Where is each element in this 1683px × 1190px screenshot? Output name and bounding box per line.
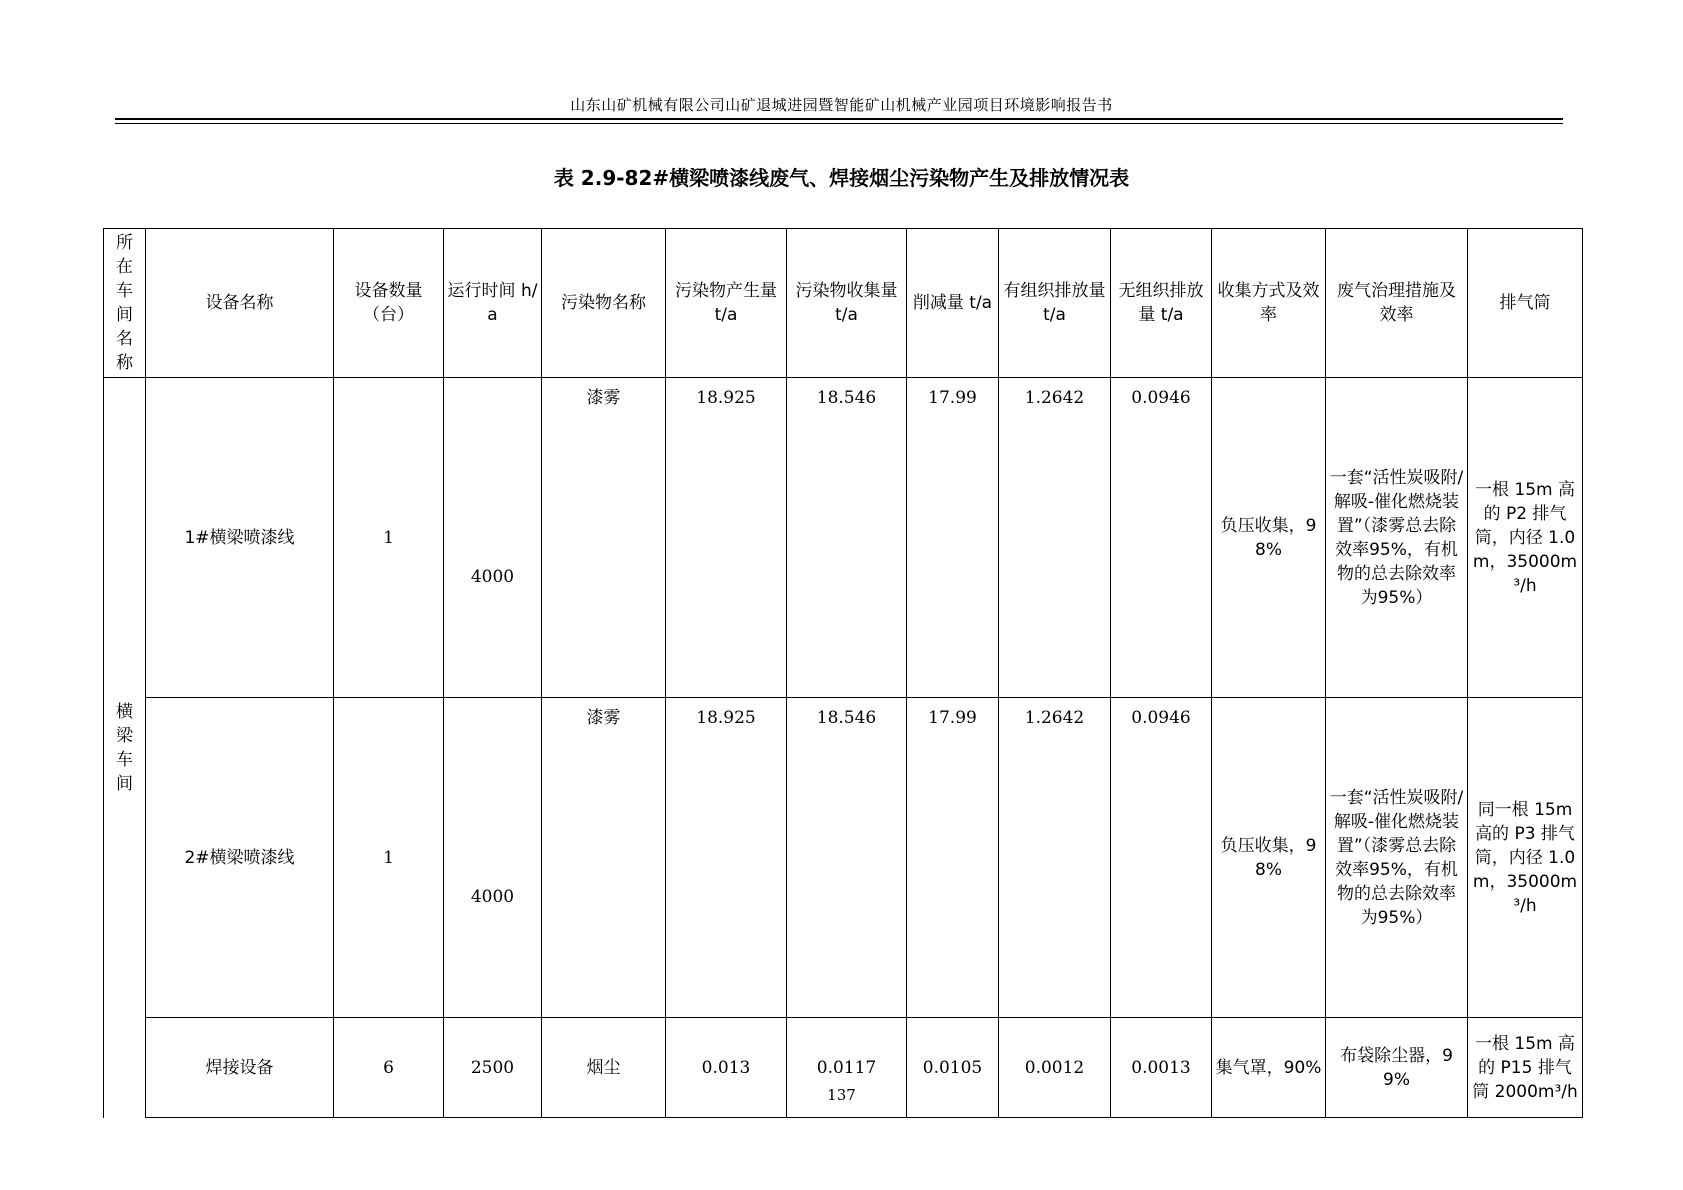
collected-cell: 18.546 [787, 378, 907, 698]
report-header: 山东山矿机械有限公司山矿退城进园暨智能矿山机械产业园项目环境影响报告书 [570, 96, 1113, 114]
col-header-quantity: 设备数量（台） [334, 229, 444, 378]
hours-cell: 4000 [444, 698, 542, 1018]
organized-cell: 0.0012 [999, 1018, 1111, 1118]
col-header-workshop: 所在车间名称 [104, 229, 146, 378]
collected-cell: 18.546 [787, 698, 907, 1018]
header-row [104, 229, 1583, 378]
col-header-hours: 运行时间 h/a [444, 229, 542, 378]
pollutant-cell: 漆雾 [542, 698, 666, 1018]
col-header-pollutant: 污染物名称 [542, 229, 666, 378]
unorganized-cell: 0.0013 [1111, 1018, 1212, 1118]
stack-cell: 一根 15m 高的 P15 排气筒 2000m³/h [1468, 1018, 1583, 1118]
organized-cell: 1.2642 [999, 378, 1111, 698]
col-header-collected: 污染物收集量 t/a [787, 229, 907, 378]
pollutant-cell: 烟尘 [542, 1018, 666, 1118]
quantity-cell: 1 [334, 378, 444, 698]
table-title: 表 2.9-82#横梁喷漆线废气、焊接烟尘污染物产生及排放情况表 [553, 166, 1130, 190]
stack-cell: 同一根 15m 高的 P3 排气筒，内径 1.0m，35000m³/h [1468, 698, 1583, 1018]
col-header-unorganized: 无组织排放量 t/a [1111, 229, 1212, 378]
col-header-reduced: 削减量 t/a [907, 229, 999, 378]
equipment-cell: 2#横梁喷漆线 [146, 698, 334, 1018]
collection-cell: 集气罩，90% [1212, 1018, 1326, 1118]
col-header-collection: 收集方式及效率 [1212, 229, 1326, 378]
emission-table [103, 228, 1583, 1118]
table-row [104, 698, 1583, 1018]
col-header-stack: 排气筒 [1468, 229, 1583, 378]
hours-cell: 2500 [444, 1018, 542, 1118]
equipment-cell: 焊接设备 [146, 1018, 334, 1118]
table-row [104, 378, 1583, 698]
header-rule-thick [115, 118, 1563, 120]
equipment-cell: 1#横梁喷漆线 [146, 378, 334, 698]
header-rule-thin [115, 123, 1563, 124]
col-header-organized: 有组织排放量 t/a [999, 229, 1111, 378]
hours-cell: 4000 [444, 378, 542, 698]
page-number: 137 [827, 1086, 856, 1104]
treatment-cell: 一套“活性炭吸附/解吸-催化燃烧装置”（漆雾总去除效率95%，有机物的总去除效率为95%） [1326, 378, 1468, 698]
unorganized-cell: 0.0946 [1111, 378, 1212, 698]
workshop-cell: 横梁车间 [104, 378, 146, 1118]
generated-cell: 18.925 [666, 698, 787, 1018]
treatment-cell: 一套“活性炭吸附/解吸-催化燃烧装置”（漆雾总去除效率95%，有机物的总去除效率为95%） [1326, 698, 1468, 1018]
generated-cell: 0.013 [666, 1018, 787, 1118]
reduced-cell: 0.0105 [907, 1018, 999, 1118]
stack-cell: 一根 15m 高的 P2 排气筒，内径 1.0m，35000m³/h [1468, 378, 1583, 698]
generated-cell: 18.925 [666, 378, 787, 698]
treatment-cell: 布袋除尘器，99% [1326, 1018, 1468, 1118]
organized-cell: 1.2642 [999, 698, 1111, 1018]
collection-cell: 负压收集，98% [1212, 698, 1326, 1018]
collection-cell: 负压收集，98% [1212, 378, 1326, 698]
unorganized-cell: 0.0946 [1111, 698, 1212, 1018]
col-header-treatment: 废气治理措施及效率 [1326, 229, 1468, 378]
pollutant-cell: 漆雾 [542, 378, 666, 698]
quantity-cell: 1 [334, 698, 444, 1018]
col-header-generated: 污染物产生量 t/a [666, 229, 787, 378]
collected-cell: 0.0117 [787, 1018, 907, 1118]
col-header-equipment: 设备名称 [146, 229, 334, 378]
reduced-cell: 17.99 [907, 378, 999, 698]
reduced-cell: 17.99 [907, 698, 999, 1018]
quantity-cell: 6 [334, 1018, 444, 1118]
